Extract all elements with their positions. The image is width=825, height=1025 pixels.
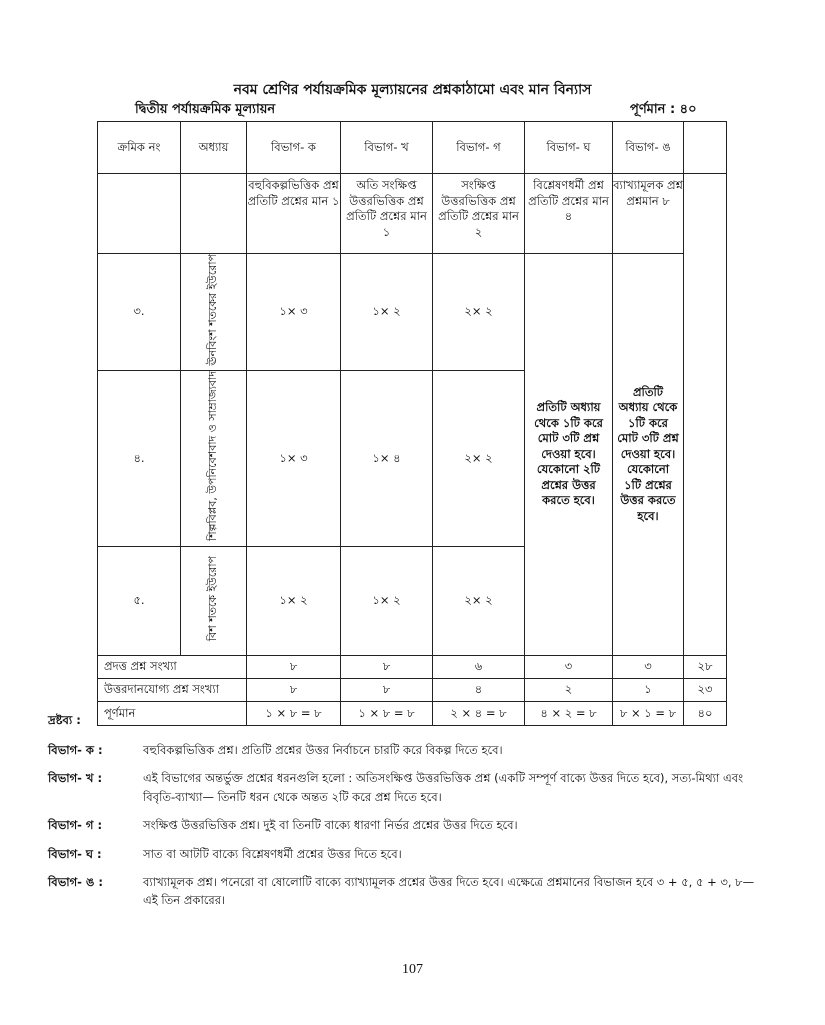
note-item [48, 845, 768, 863]
note-text: ব্যাখ্যামূলক প্রশ্ন। পনেরো বা ষোলোটি বাক্যে ব্যাখ্যামূলক প্রশ্নের উত্তর দিতে হবে। এক্ষেত্রে প্রশ্নমানের বিভাজন হবে ৩ + ৫, ৫ + ৩, ৮—এই তিন প্রকারের। [143, 874, 755, 908]
cell-ga: ২× ২ [433, 371, 525, 547]
page-number: 107 [402, 962, 423, 977]
note-item [48, 816, 768, 834]
full-marks: পূর্ণমান : ৪০ [630, 102, 697, 117]
desc-section-uma: ব্যাখ্যামূলক প্রশ্ন প্রশ্নমান ৮ [613, 174, 684, 254]
cell-ka: ১× ২ [247, 546, 341, 655]
col-header-section-gha: বিভাগ- ঘ [525, 122, 613, 174]
total-column-blank [684, 174, 727, 656]
row-number: ৫. [98, 546, 181, 655]
notes-section [48, 712, 768, 920]
page-title: নবম শ্রেণির পর্যায়ক্রমিক মূল্যায়নের প্রশ্নকাঠামো এবং মান বিন্যাস [233, 82, 592, 98]
summary-cell: ৩ [613, 655, 684, 678]
cell-kha: ১× ৪ [341, 371, 433, 547]
cell-kha: ১× ২ [341, 546, 433, 655]
summary-cell: ৮ [247, 655, 341, 678]
note-item [48, 769, 768, 806]
table-row [98, 254, 727, 371]
desc-section-gha: বিশ্লেষণধর্মী প্রশ্ন প্রতিটি প্রশ্নের মান ৪ [525, 174, 613, 254]
assessment-subtitle: দ্বিতীয় পর্যায়ক্রমিক মূল্যায়ন [135, 102, 276, 117]
chapter-name: ঊনবিংশ শতকের ইউরোপ [181, 254, 247, 371]
cell-ga: ২× ২ [433, 546, 525, 655]
summary-cell: ৩ [525, 655, 613, 678]
desc-empty-chapter [181, 174, 247, 254]
section-description-row [98, 174, 727, 254]
col-header-chapter: অধ্যায় [181, 122, 247, 174]
note-text: এই বিভাগের অন্তর্ভুক্ত প্রশ্নের ধরনগুলি হলো : অতিসংক্ষিপ্ত উত্তরভিত্তিক প্রশ্ন (একটি সম্পূর্ণ বাক্যে উত্তর দিতে হবে), সত্য-মিথ্যা এবং বিবৃতি-ব্যাখ্যা— তিনটি ধরন থেকে অন্তত ২টি করে প্রশ্ন দিতে হবে। [143, 771, 744, 804]
cell-ka: ১× ৩ [247, 254, 341, 371]
row-number: ৩. [98, 254, 181, 371]
col-header-section-ka: বিভাগ- ক [247, 122, 341, 174]
note-text: বহুবিকল্পভিত্তিক প্রশ্ন। প্রতিটি প্রশ্নের উত্তর নির্বাচনে চারটি করে বিকল্প দিতে হবে। [143, 743, 503, 757]
uma-note: প্রতিটি অধ্যায় থেকে ১টি করে মোট ৩টি প্রশ্ন দেওয়া হবে। যেকোনো ১টি প্রশ্নের উত্তর করতে হবে। [613, 254, 684, 656]
summary-cell: ৮ × ১ = ৮ [613, 701, 684, 725]
summary-row-given [98, 655, 727, 678]
summary-cell: ২ [525, 678, 613, 701]
summary-row-answerable [98, 678, 727, 701]
summary-label: উত্তরদানযোগ্য প্রশ্ন সংখ্যা [98, 678, 247, 701]
chapter-name: বিশ শতকে ইউরোপ [181, 546, 247, 655]
table-header-row [98, 122, 727, 174]
note-text: সংক্ষিপ্ত উত্তরভিত্তিক প্রশ্ন। দুই বা তিনটি বাক্যে ধারণা নির্ভর প্রশ্নের উত্তর দিতে হবে। [143, 818, 518, 833]
summary-cell: ৪ [433, 678, 525, 701]
desc-section-kha: অতি সংক্ষিপ্ত উত্তরভিত্তিক প্রশ্ন প্রতিটি প্রশ্নের মান ১ [341, 174, 433, 254]
summary-cell: ৮ [341, 678, 433, 701]
note-label: বিভাগ- গ : [48, 818, 103, 833]
note-text: সাত বা আটটি বাক্যে বিশ্লেষণধর্মী প্রশ্নের উত্তর দিতে হবে। [143, 846, 402, 861]
summary-cell: ৬ [433, 655, 525, 678]
question-structure-table [97, 121, 727, 726]
note-label: বিভাগ- ক : [48, 743, 103, 757]
col-header-serial: ক্রমিক নং [98, 122, 181, 174]
cell-kha: ১× ২ [341, 254, 433, 371]
summary-label: প্রদত্ত প্রশ্ন সংখ্যা [98, 655, 247, 678]
summary-label: পূর্ণমান [98, 701, 247, 725]
note-label: বিভাগ- খ : [48, 771, 103, 786]
summary-cell: ৮ [247, 678, 341, 701]
summary-total: ২৩ [684, 678, 727, 701]
gha-note: প্রতিটি অধ্যায় থেকে ১টি করে মোট ৩টি প্রশ্ন দেওয়া হবে। যেকোনো ২টি প্রশ্নের উত্তর করতে হবে। [525, 254, 613, 656]
col-header-total [684, 122, 727, 174]
cell-ga: ২× ২ [433, 254, 525, 371]
desc-section-ga: সংক্ষিপ্ত উত্তরভিত্তিক প্রশ্ন প্রতিটি প্রশ্নের মান ২ [433, 174, 525, 254]
notes-heading: দ্রষ্টব্য : [48, 713, 81, 727]
summary-cell: ৮ [341, 655, 433, 678]
summary-cell: ১ [613, 678, 684, 701]
col-header-section-ga: বিভাগ- গ [433, 122, 525, 174]
summary-total: ৪০ [684, 701, 727, 725]
summary-cell: ৪ × ২ = ৮ [525, 701, 613, 725]
row-number: ৪. [98, 371, 181, 547]
summary-cell: ২ × ৪ = ৮ [433, 701, 525, 725]
note-label: বিভাগ- ঘ : [48, 846, 102, 861]
desc-empty-serial [98, 174, 181, 254]
chapter-name: শিল্পবিপ্লব, উপনিবেশবাদ ও সাম্রাজ্যবাদ [181, 371, 247, 547]
summary-cell: ১ × ৮ = ৮ [341, 701, 433, 725]
note-item [48, 873, 768, 910]
note-item [48, 741, 768, 759]
col-header-section-uma: বিভাগ- ঙ [613, 122, 684, 174]
summary-cell: ১ × ৮ = ৮ [247, 701, 341, 725]
cell-ka: ১× ৩ [247, 371, 341, 547]
note-label: বিভাগ- ঙ : [48, 874, 103, 889]
col-header-section-kha: বিভাগ- খ [341, 122, 433, 174]
desc-section-ka: বহুবিকল্পভিত্তিক প্রশ্ন প্রতিটি প্রশ্নের মান ১ [247, 174, 341, 254]
summary-total: ২৮ [684, 655, 727, 678]
